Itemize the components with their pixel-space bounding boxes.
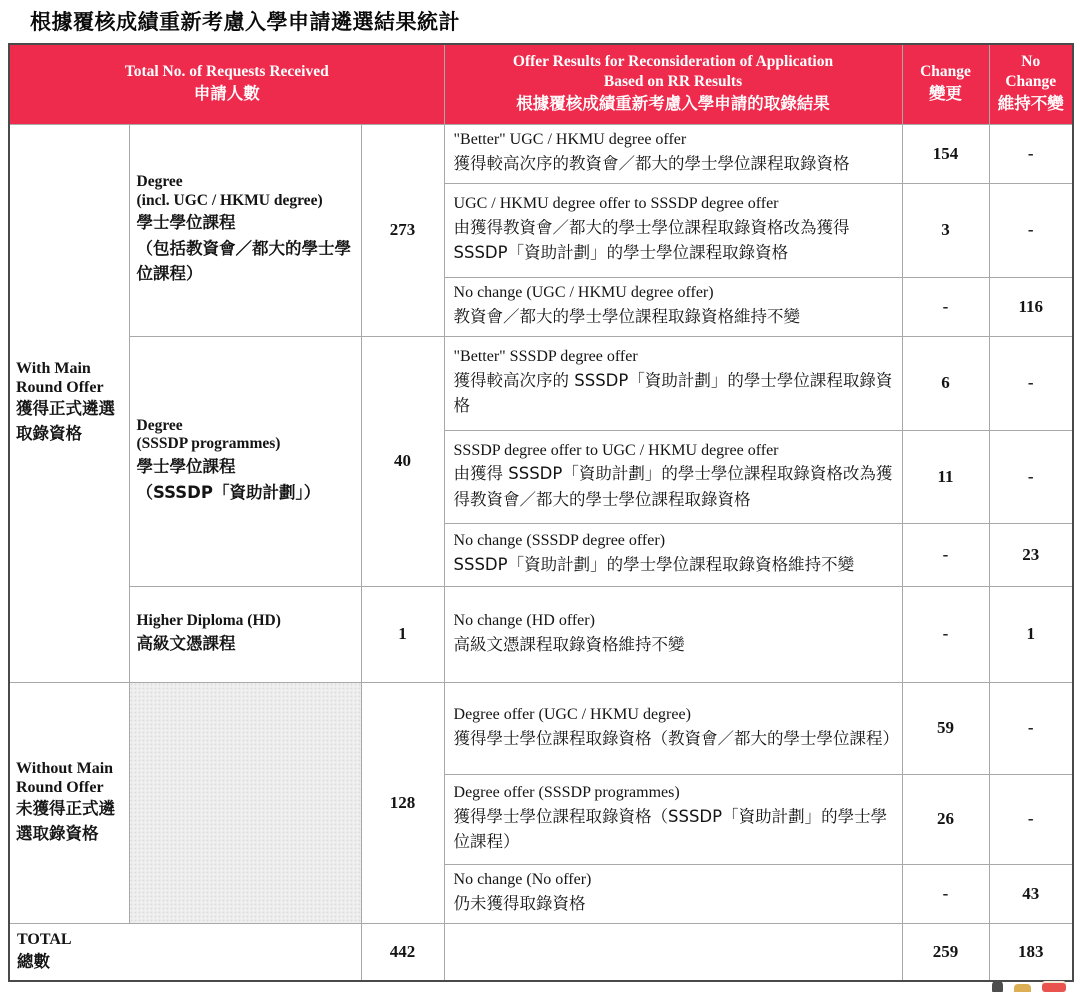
table-row <box>9 124 1073 183</box>
header-total-requests-en: Total No. of Requests Received <box>124 63 329 81</box>
shaded-placeholder-cell <box>129 682 361 923</box>
result-description-en: UGC / HKMU degree offer to SSSDP degree offer <box>453 195 779 213</box>
watermark-red-shape <box>1042 981 1066 992</box>
result-description-en: Degree offer (SSSDP programmes) <box>453 784 680 802</box>
result-description-en: No change (UGC / HKMU degree offer) <box>453 284 714 302</box>
result-description-zh: SSSDP「資助計劃」的學士學位課程取錄資格維持不變 <box>453 555 855 575</box>
change-value: - <box>902 277 989 336</box>
result-description-en: No change (No offer) <box>453 871 592 889</box>
result-description <box>444 682 902 774</box>
category-degree-sssdp <box>129 336 361 586</box>
result-description-zh: 教資會／都大的學士學位課程取錄資格維持不變 <box>453 307 801 327</box>
category-higher-diploma <box>129 586 361 682</box>
no-change-value: 116 <box>989 277 1073 336</box>
result-description-zh: 獲得較高次序的 SSSDP「資助計劃」的學士學位課程取錄資格 <box>453 370 893 416</box>
result-description-zh: 由獲得 SSSDP「資助計劃」的學士學位課程取錄資格改為獲得教資會／都大的學士學位課程取錄資格 <box>453 464 893 509</box>
group-label-en: Without Main Round Offer <box>16 759 114 796</box>
category-label-en: Degree <box>136 416 183 434</box>
group-with-main-round-offer <box>9 124 129 682</box>
total-label-en: TOTAL <box>17 931 72 949</box>
header-total-requests-zh: 申請人數 <box>193 84 260 104</box>
result-description-en: Degree offer (UGC / HKMU degree) <box>453 705 691 723</box>
table-row <box>9 336 1073 430</box>
table-row <box>9 586 1073 682</box>
result-description-en: "Better" UGC / HKMU degree offer <box>453 131 687 149</box>
no-change-value: - <box>989 430 1073 523</box>
category-label-en: Degree <box>136 173 183 191</box>
result-description <box>444 183 902 277</box>
count-degree-sssdp: 40 <box>361 336 444 586</box>
result-description <box>444 864 902 923</box>
group-label-zh: 未獲得正式遴選取錄資格 <box>16 798 115 843</box>
result-description-zh: 獲得學士學位課程取錄資格（SSSDP「資助計劃」的學士學位課程） <box>453 806 888 852</box>
result-description <box>444 586 902 682</box>
result-description-en: "Better" SSSDP degree offer <box>453 348 638 366</box>
total-requests-value: 442 <box>361 923 444 981</box>
total-description-empty <box>444 923 902 981</box>
change-value: - <box>902 586 989 682</box>
total-row <box>9 923 1073 981</box>
result-description-zh: 由獲得教資會／都大的學士學位課程取錄資格改為獲得 SSSDP「資助計劃」的學士學位課程取錄資格 <box>453 217 850 263</box>
result-description-en: No change (SSSDP degree offer) <box>453 532 666 550</box>
result-description-zh: 獲得較高次序的教資會／都大的學士學位課程取錄資格 <box>453 154 850 174</box>
no-change-value: 1 <box>989 586 1073 682</box>
count-degree-ugc-hkmu: 273 <box>361 124 444 336</box>
header-no-change-en: No Change <box>1005 53 1057 91</box>
change-value: 3 <box>902 183 989 277</box>
page-title: 根據覆核成績重新考慮入學申請遴選結果統計 <box>30 10 460 34</box>
result-description <box>444 523 902 586</box>
count-without-offer: 128 <box>361 682 444 923</box>
table-header-row <box>9 44 1073 124</box>
result-description-zh: 仍未獲得取錄資格 <box>453 894 586 914</box>
header-change-en: Change <box>920 63 971 81</box>
result-description-en: No change (HD offer) <box>453 611 595 629</box>
no-change-value: 43 <box>989 864 1073 923</box>
result-description <box>444 774 902 864</box>
change-value: 59 <box>902 682 989 774</box>
group-without-main-round-offer <box>9 682 129 923</box>
category-label-zh2: （SSSDP「資助計劃」） <box>136 482 321 502</box>
header-offer-results-zh: 根據覆核成績重新考慮入學申請的取錄結果 <box>516 94 830 114</box>
header-change-zh: 變更 <box>929 84 963 104</box>
change-value: 26 <box>902 774 989 864</box>
table-row <box>9 682 1073 774</box>
change-value: 11 <box>902 430 989 523</box>
result-description-zh: 高級文憑課程取錄資格維持不變 <box>453 634 685 654</box>
no-change-value: - <box>989 682 1073 774</box>
result-description <box>444 124 902 183</box>
change-value: 154 <box>902 124 989 183</box>
header-change <box>902 44 989 124</box>
no-change-value: - <box>989 774 1073 864</box>
watermark-gold-shape <box>1014 984 1031 992</box>
reconsideration-results-table <box>8 43 1074 982</box>
watermark-partial-logo <box>992 981 1066 992</box>
result-description <box>444 430 902 523</box>
total-change-value: 259 <box>902 923 989 981</box>
header-total-requests <box>9 44 444 124</box>
result-description-zh: 獲得學士學位課程取錄資格（教資會／都大的學士學位課程） <box>453 728 900 748</box>
count-higher-diploma: 1 <box>361 586 444 682</box>
category-degree-ugc-hkmu <box>129 124 361 336</box>
result-description-en: SSSDP degree offer to UGC / HKMU degree offer <box>453 441 779 459</box>
header-offer-results <box>444 44 902 124</box>
category-label-zh: 學士學位課程 <box>136 213 236 233</box>
category-label-en: Higher Diploma (HD) <box>136 611 281 629</box>
category-label-zh: 高級文憑課程 <box>136 633 236 653</box>
result-description <box>444 277 902 336</box>
change-value: - <box>902 523 989 586</box>
change-value: 6 <box>902 336 989 430</box>
header-no-change <box>989 44 1073 124</box>
header-no-change-zh: 維持不變 <box>997 94 1064 114</box>
group-label-zh: 獲得正式遴選取錄資格 <box>16 399 115 444</box>
category-label-en2: (incl. UGC / HKMU degree) <box>136 191 323 209</box>
total-label <box>9 923 361 981</box>
no-change-value: - <box>989 124 1073 183</box>
category-label-zh: 學士學位課程 <box>136 457 236 477</box>
total-label-zh: 總數 <box>17 952 50 972</box>
category-label-en2: (SSSDP programmes) <box>136 435 281 453</box>
no-change-value: - <box>989 183 1073 277</box>
result-description <box>444 336 902 430</box>
total-no-change-value: 183 <box>989 923 1073 981</box>
watermark-dark-shape <box>992 981 1003 992</box>
change-value: - <box>902 864 989 923</box>
header-offer-results-en1: Offer Results for Reconsideration of Application <box>512 53 834 71</box>
header-offer-results-en2: Based on RR Results <box>603 73 743 91</box>
no-change-value: - <box>989 336 1073 430</box>
no-change-value: 23 <box>989 523 1073 586</box>
category-label-zh2: （包括教資會／都大的學士學位課程） <box>136 238 351 284</box>
group-label-en: With Main Round Offer <box>16 360 104 397</box>
